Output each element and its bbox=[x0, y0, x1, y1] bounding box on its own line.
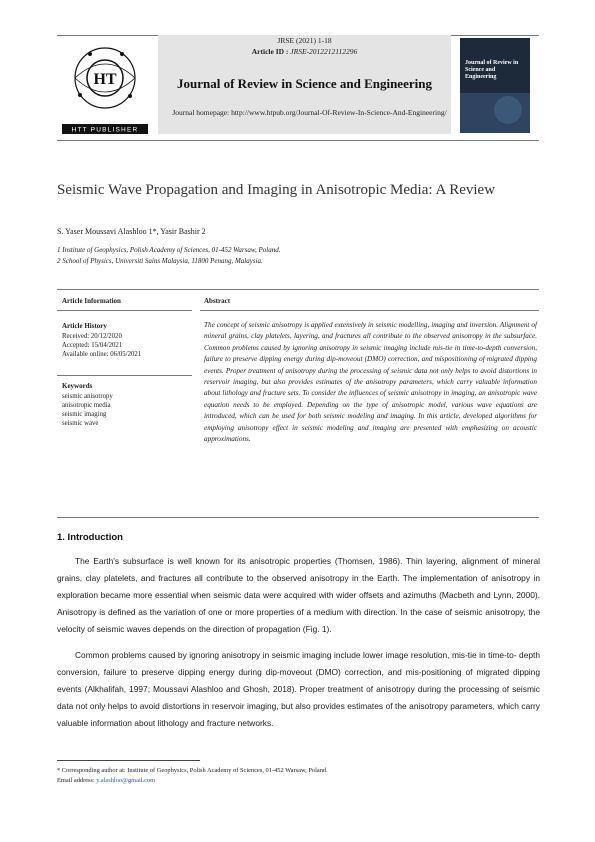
svg-text:HT: HT bbox=[93, 71, 117, 88]
article-history bbox=[62, 332, 141, 359]
abstract-bottom-rule bbox=[57, 517, 539, 518]
cover-title: Journal of Review in Science and Engineering bbox=[465, 60, 519, 80]
header-bottom-rule bbox=[57, 140, 539, 141]
info-rule bbox=[57, 310, 192, 311]
keywords-heading: Keywords bbox=[62, 382, 93, 390]
abstract-text: The concept of seismic anisotropy is applied extensively in seismic modelling, imaging and inversion. Alignment of mineral grains, clay platelets, layering, and fractures all contribute to the observed anisotropy in the subsurface. Common problems caused by ignoring anisotropy in seismic imaging include mis-tie in time-to-depth conversion, failure to preserve dipping energy during dip-moveout (DMO) correction, and mispositioning of migrated dipping events. Proper treatment of anisotropy during the processing of seismic data not only helps to avoid distortions in reservoir imaging, but also provides estimates of the anisotropy parameters, which carry valuable information about lithology and fracture sets. To consider the influences of seismic anisotropy in imaging, an anisotropic wave equation needs to be employed. Depending on the type of anisotropic model, various wave equations are introduced, which can be used for both seismic modeling and imaging. In this article, developed algorithms for employing anisotropy effect in seismic modeling and imaging are presented with emphasizing on acoustic approximations. bbox=[204, 321, 537, 444]
affiliation-2: 2 School of Physics, Universiti Sains Malaysia, 11800 Penang, Malaysia. bbox=[57, 257, 263, 265]
received-date: Received: 20/12/2020 bbox=[62, 333, 122, 340]
footnote-rule bbox=[57, 760, 200, 761]
keywords-list bbox=[62, 392, 113, 428]
history-rule bbox=[57, 375, 192, 376]
journal-cover bbox=[460, 38, 530, 133]
email-link[interactable]: y.alashloo@gmail.com bbox=[96, 777, 156, 784]
corresponding-author-note: * Corresponding author at: Institute of Geophysics, Polish Academy of Sciences, 01-452 Warsaw, Poland. bbox=[57, 767, 328, 774]
keyword: seismic imaging bbox=[62, 411, 107, 418]
article-id bbox=[158, 46, 451, 57]
keyword: seismic anisotropy bbox=[62, 393, 113, 400]
article-id-value: JRSE-2012212112296 bbox=[290, 47, 358, 56]
abstract-rule bbox=[200, 310, 539, 311]
article-info-heading: Article Information bbox=[62, 297, 121, 305]
keyword: seismic wave bbox=[62, 420, 99, 427]
history-heading: Article History bbox=[62, 322, 107, 330]
publisher-logo bbox=[60, 40, 150, 135]
affiliation-1: 1 Institute of Geophysics, Polish Academy of Sciences, 01-452 Warsaw, Poland. bbox=[57, 246, 281, 254]
journal-name: Journal of Review in Science and Engineering bbox=[177, 76, 432, 91]
section-heading-introduction: 1. Introduction bbox=[57, 532, 123, 543]
article-id-label: Article ID : bbox=[251, 47, 289, 56]
intro-paragraph-1: The Earth's subsurface is well known for its anisotropic properties (Thomsen, 1986). Thin layering, alignment of mineral grains, clay platelets, and fractures all contribute to the observed anisotropy in the Earth. The implementation of anisotropy in exploration became more essential when seismic data were acquired with wider offsets and azimuths (Macbeth and Lynn, 2000). Anisotropy is defined as the variation of one or more properties of a medium with direction. In the case of seismic anisotropy, the velocity of seismic waves depends on the direction of propagation (Fig. 1). bbox=[57, 556, 540, 634]
journal-homepage[interactable]: Journal homepage: http://www.htpub.org/Journal-Of-Review-In-Science-And-Engineering/ bbox=[172, 108, 447, 117]
keyword: anisotropic media bbox=[62, 402, 111, 409]
abstract-heading: Abstract bbox=[204, 297, 231, 305]
citation: JRSE (2021) 1-18 bbox=[277, 36, 332, 45]
info-top-rule bbox=[57, 289, 539, 290]
logo-text: HTT PUBLISHER bbox=[71, 126, 139, 134]
intro-paragraph-2: Common problems caused by ignoring anisotropy in seismic imaging include lower image resolution, mis-tie in time-to- depth conversion, failure to preserve dipping energy during dip-moveout (DMO) correction, and mis-positioning of migrated dipping events (Alkhalifah, 1997; Moussavi Alashloo and Ghosh, 2018). Proper treatment of anisotropy during the processing of seismic data not only helps to avoid distortions in reservoir imaging, but also provides estimates of the anisotropy parameters, which carry valuable information about lithology and fracture networks. bbox=[57, 650, 540, 728]
email-label: Email address: bbox=[57, 777, 95, 784]
online-date: Available online: 06/05/2021 bbox=[62, 351, 142, 358]
email-line bbox=[57, 777, 155, 784]
accepted-date: Accepted: 15/04/2021 bbox=[62, 342, 123, 349]
authors: S. Yaser Moussavi Alashloo 1*, Yasir Bashir 2 bbox=[57, 227, 206, 236]
paper-title: Seismic Wave Propagation and Imaging in Anisotropic Media: A Review bbox=[57, 182, 496, 198]
